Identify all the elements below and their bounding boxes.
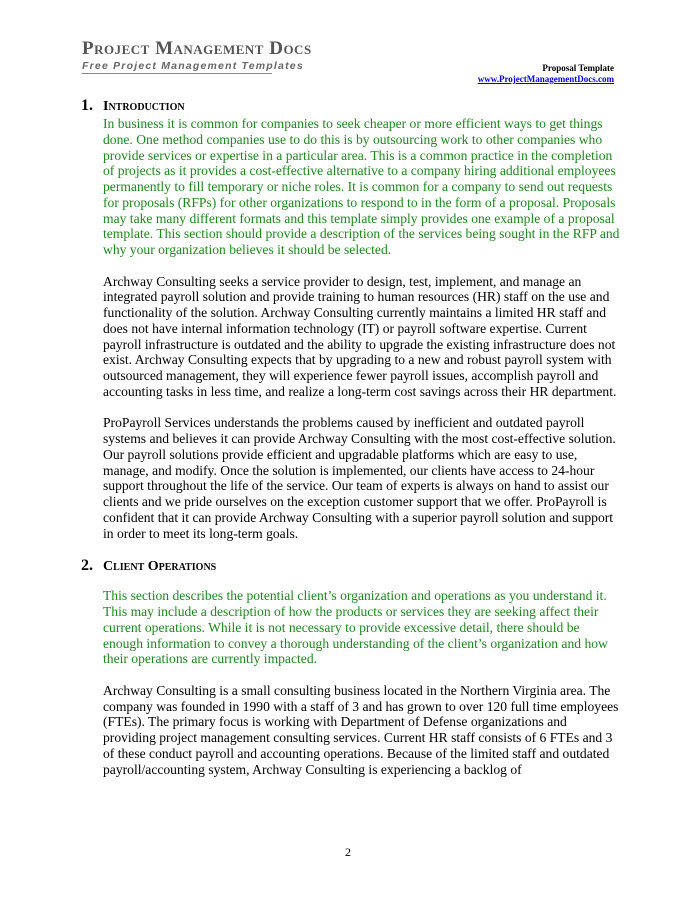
section-heading: [81, 97, 621, 116]
website-link[interactable]: www.ProjectManagementDocs.com: [477, 74, 614, 84]
section-content: [103, 588, 621, 777]
section-title: Client Operations: [103, 559, 217, 575]
paragraph-spacer: [103, 258, 621, 274]
body-paragraph: Archway Consulting seeks a service provider to design, test, implement, and manage an integrated payroll solution and provide training to human resources (HR) staff on the use and functionality of the solution. Archway Consulting currently maintains a limited HR staff and does not have internal information technology (IT) or payroll software expertise. Current payroll infrastructure is outdated and the ability to upgrade the existing infrastructure does not exist. Archway Consulting expects that by upgrading to a new and robust payroll system with outsourced management, they will experience fewer payroll issues, accomplish payroll and accounting tasks in less time, and realize a long-term cost savings across their HR department.: [103, 273, 617, 399]
logo-subtitle: Free Project Management Templates: [82, 60, 304, 72]
section-introduction: [81, 97, 621, 541]
logo: [82, 38, 312, 74]
doc-type-label: Proposal Template: [542, 63, 614, 73]
section-title: Introduction: [103, 99, 185, 114]
document-body: [81, 97, 621, 777]
body-paragraph: Archway Consulting is a small consulting business located in the Northern Virginia area. The company was founded in 1990 with a staff of 3 and has grown to over 120 full time employees (FTEs). The primary focus is working with Department of Defense organizations and providing project management consulting services. Current HR staff consists of 6 FTEs and 3 of these conduct payroll and accounting operations. Because of the limited staff and outdated payroll/accounting system, Archway Consulting is experiencing a backlog of: [103, 682, 619, 777]
page-number: 2: [345, 845, 351, 859]
heading-spacer: [81, 576, 621, 588]
paragraph-spacer: [103, 667, 621, 683]
header-info: [478, 63, 614, 85]
section-content: [103, 116, 621, 541]
body-paragraph: ProPayroll Services understands the problems caused by inefficient and outdated payroll systems and believes it can provide Archway Consulting with the most cost-effective solution. Our payroll solutions provide efficient and upgradable platforms which are easy to use, manage, and modify. Once the solution is implemented, our clients have access to 24-hour support throughout the life of the service. Our team of experts is always on hand to assist our clients and we pride ourselves on the exception customer support that we offer. ProPayroll is confident that it can provide Archway Consulting with a superior payroll solution and support in order to meet its long-term goals.: [103, 415, 616, 541]
section-heading: [81, 557, 621, 576]
guidance-paragraph: This section describes the potential client’s organization and operations as you understand it. This may include a description of how the products or services they are seeking affect their current operations. While it is not necessary to provide excessive detail, there should be enough information to convey a thorough understanding of the client’s organization and how their operations are currently impacted.: [103, 588, 608, 667]
logo-rule: [82, 73, 272, 74]
paragraph-spacer: [103, 400, 621, 416]
logo-title: Project Management Docs: [82, 38, 312, 59]
section-client-operations: [81, 557, 621, 777]
section-number: 2.: [81, 557, 93, 575]
section-number: 1.: [81, 97, 93, 114]
guidance-paragraph: In business it is common for companies to seek cheaper or more efficient ways to get things done. One method companies use to do this is by outsourcing work to other companies who provide services or expertise in a particular area. This is a common practice in the completion of projects as it provides a cost-effective alternative to a company hiring additional employees permanently to fill temporary or niche roles. It is common for a company to send out requests for proposals (RFPs) for other organizations to respond to in the form of a proposal. Proposals may take many different formats and this template simply provides one example of a proposal template. This section should provide a description of the services being sought in the RFP and why your organization believes it should be selected.: [103, 116, 620, 257]
